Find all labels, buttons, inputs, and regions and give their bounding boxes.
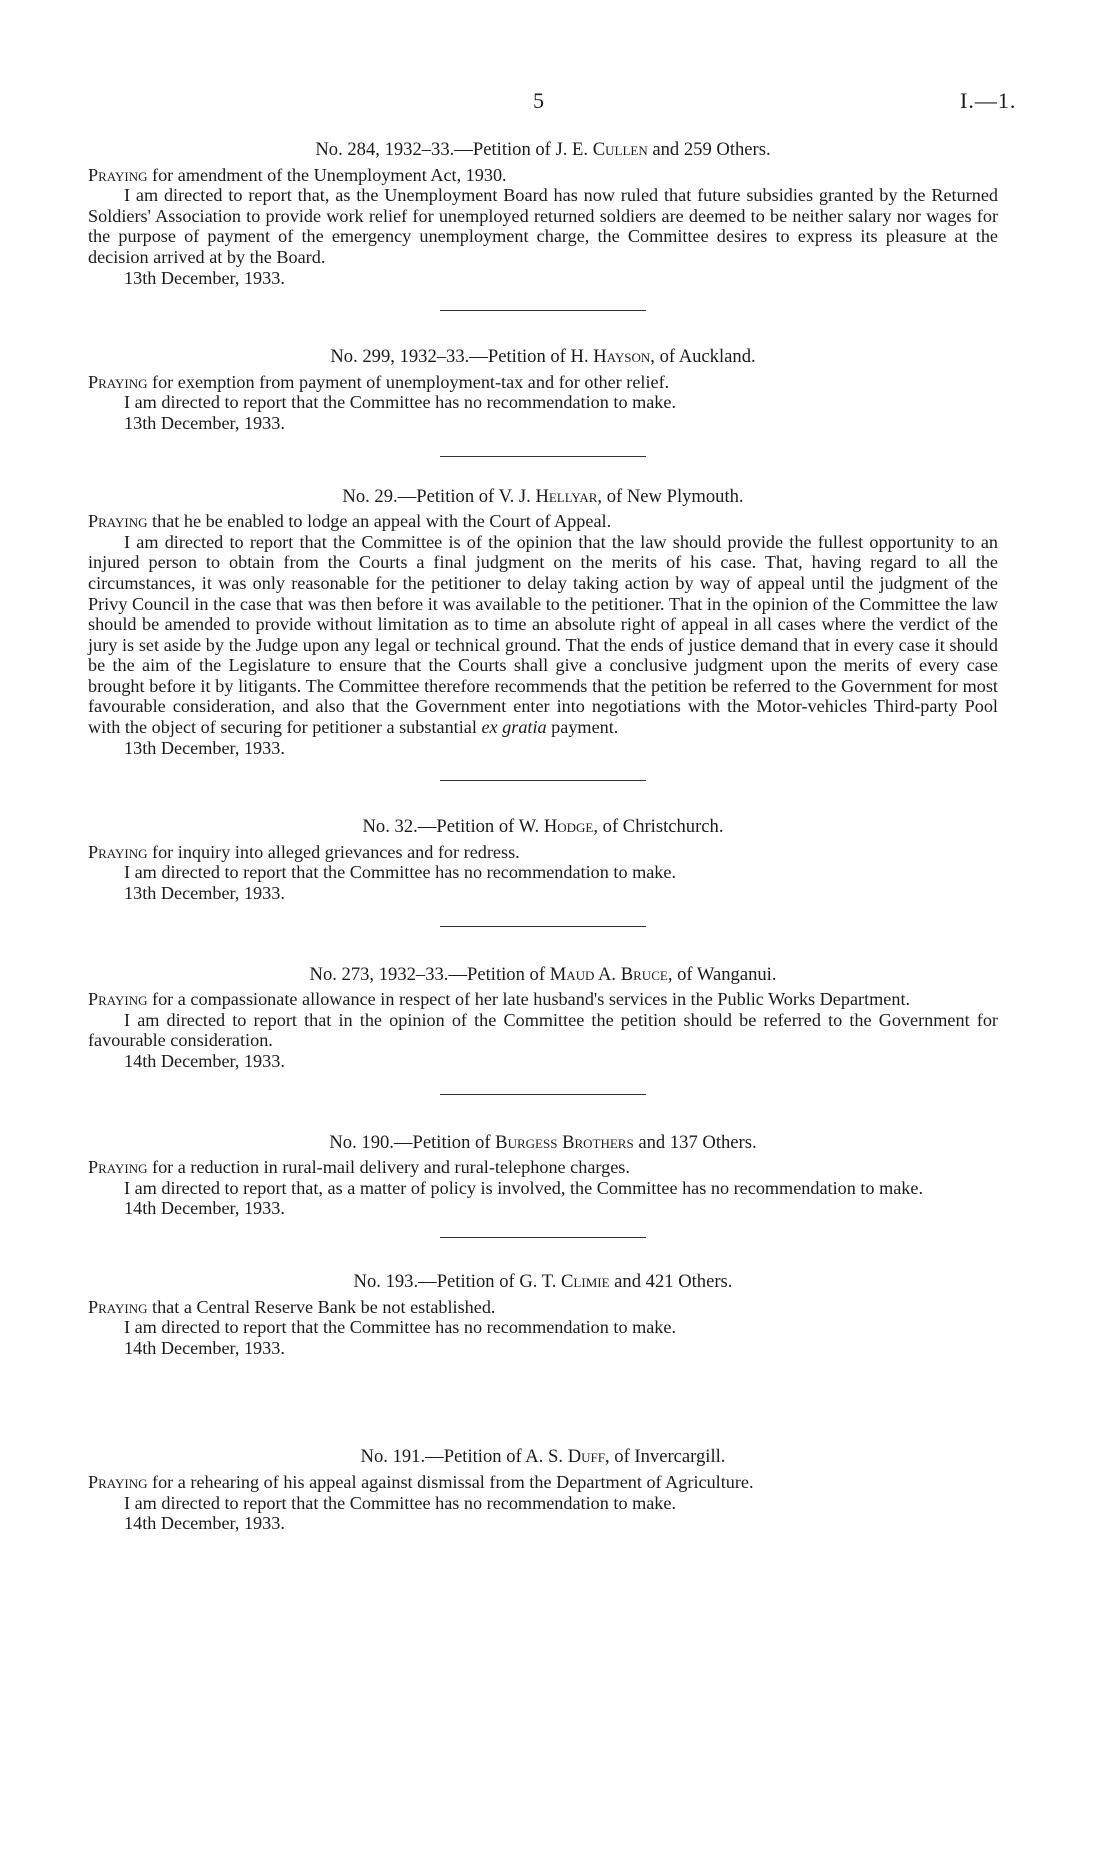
petition-299 bbox=[88, 347, 998, 433]
heading-prefix: No. 29.—Petition of V. J. bbox=[342, 485, 536, 507]
report-date: 14th December, 1933. bbox=[124, 1337, 285, 1358]
heading-suffix: , of Wanganui. bbox=[667, 963, 777, 985]
heading-prefix: No. 193.—Petition of G. T. bbox=[353, 1270, 562, 1292]
report-text-italic: ex gratia bbox=[481, 717, 547, 738]
report-text: I am directed to report that the Committee has no recommendation to make. bbox=[124, 1492, 677, 1513]
report-text-main: I am directed to report that the Committee is of the opinion that the law should provide the fullest opportunity to an injured person to obtain from the Courts a final judgment on the merits of his case. That, having regard to all the circumstances, it was only reasonable for the petitioner to delay taking action by way of appeal until the judgment of the Privy Council in the case that was then before it was available to the petitioner. That in the opinion of the Committee the law should be amended to provide without limitation as to time an absolute right of appeal in all cases where the verdict of the jury is set aside by the Judge upon any legal or technical ground. That the ends of justice demand that in every case it should be the aim of the Legislature to ensure that the Courts shall give a conclusive judgment upon the merits of every case brought before it by litigants. The Committee therefore recommends that the petition be referred to the Government for most favourable consideration, and also that the Government enter into negotiations with the Motor-vehicles Third-party Pool with the object of securing for petitioner a substantial bbox=[88, 531, 998, 738]
section-divider bbox=[440, 456, 646, 457]
heading-prefix: No. 191.—Petition of A. S. bbox=[360, 1446, 568, 1468]
report-date: 13th December, 1933. bbox=[124, 267, 285, 288]
petitioner-name: Climie bbox=[561, 1270, 610, 1292]
section-divider bbox=[440, 1094, 646, 1095]
report-text: I am directed to report that in the opinion of the Committee the petition should be referred to the Government for favourable consideration. bbox=[88, 1009, 998, 1051]
heading-suffix: and 259 Others. bbox=[647, 139, 771, 160]
praying-word: Praying bbox=[88, 1471, 148, 1492]
report-text: I am directed to report that the Committee has no recommendation to make. bbox=[124, 392, 677, 413]
heading-prefix: No. 190.—Petition of bbox=[329, 1131, 496, 1153]
petition-193 bbox=[88, 1272, 998, 1358]
heading-prefix: No. 273, 1932–33.—Petition of bbox=[309, 963, 550, 985]
section-divider bbox=[440, 310, 646, 311]
section-divider bbox=[440, 1394, 646, 1395]
praying-line bbox=[88, 989, 998, 1010]
petition-heading bbox=[88, 140, 998, 161]
report-text-end: payment. bbox=[546, 717, 619, 738]
praying-word: Praying bbox=[88, 841, 148, 862]
petition-284 bbox=[88, 140, 998, 288]
praying-word: Praying bbox=[88, 1296, 148, 1317]
praying-word: Praying bbox=[88, 989, 148, 1010]
praying-word: Praying bbox=[88, 164, 148, 185]
praying-text: for inquiry into alleged grievances and for redress. bbox=[147, 841, 520, 862]
petitioner-name: Hellyar bbox=[535, 485, 598, 507]
section-divider bbox=[440, 780, 646, 781]
praying-line bbox=[88, 1297, 998, 1318]
page-number: 5 bbox=[533, 88, 544, 113]
praying-text: that he be enabled to lodge an appeal with the Court of Appeal. bbox=[147, 511, 612, 532]
heading-prefix: No. 32.—Petition of W. bbox=[362, 816, 544, 838]
report-date: 14th December, 1933. bbox=[124, 1051, 285, 1071]
petition-heading bbox=[88, 817, 998, 838]
petition-heading bbox=[88, 487, 998, 508]
petitioner-name: Burgess Brothers bbox=[495, 1131, 634, 1153]
praying-line bbox=[88, 842, 998, 863]
petition-heading bbox=[88, 1272, 998, 1293]
praying-word: Praying bbox=[88, 371, 148, 392]
heading-suffix: , of Christchurch. bbox=[593, 816, 724, 838]
section-divider bbox=[440, 926, 646, 927]
heading-suffix: , of Auckland. bbox=[650, 346, 756, 368]
praying-word: Praying bbox=[88, 511, 148, 532]
praying-text: for a compassionate allowance in respect of her late husband's services in the Public Works Department. bbox=[147, 989, 911, 1010]
petition-191 bbox=[88, 1447, 998, 1533]
praying-word: Praying bbox=[88, 1157, 148, 1178]
petitioner-name: Hayson bbox=[593, 346, 651, 368]
report-text: I am directed to report that the Committee has no recommendation to make. bbox=[124, 862, 677, 883]
petition-32 bbox=[88, 817, 998, 903]
petitioner-name: Duff bbox=[567, 1446, 605, 1468]
report-text: I am directed to report that the Committee has no recommendation to make. bbox=[124, 1317, 677, 1338]
heading-prefix: No. 299, 1932–33.—Petition of H. bbox=[330, 346, 594, 368]
praying-text: for a reduction in rural-mail delivery and rural-telephone charges. bbox=[147, 1157, 630, 1178]
document-body bbox=[88, 140, 998, 1534]
praying-text: for amendment of the Unemployment Act, 1930. bbox=[147, 164, 507, 185]
praying-text: for exemption from payment of unemployment-tax and for other relief. bbox=[147, 371, 670, 392]
petition-29 bbox=[88, 487, 998, 759]
heading-suffix: and 137 Others. bbox=[633, 1131, 757, 1153]
report-text: I am directed to report that, as a matter of policy is involved, the Committee has no recommendation to make. bbox=[124, 1177, 924, 1198]
petitioner-name: Cullen bbox=[592, 139, 648, 160]
report-text: I am directed to report that, as the Unemployment Board has now ruled that future subsidies granted by the Returned Soldiers' Association to provide work relief for unemployed returned soldiers are deemed to be neither salary nor wages for the purpose of payment of the emergency unemployment charge, the Committee desires to express its pleasure at the decision arrived at by the Board. bbox=[88, 185, 998, 267]
report-date: 13th December, 1933. bbox=[124, 883, 285, 904]
praying-text: for a rehearing of his appeal against dismissal from the Department of Agriculture. bbox=[147, 1471, 754, 1492]
petitioner-name: Hodge bbox=[543, 816, 594, 838]
praying-line bbox=[88, 1157, 998, 1178]
section-divider bbox=[440, 1237, 646, 1238]
heading-suffix: and 421 Others. bbox=[609, 1270, 733, 1292]
report-date: 14th December, 1933. bbox=[124, 1198, 285, 1219]
praying-line bbox=[88, 511, 998, 532]
report-date: 14th December, 1933. bbox=[124, 1513, 285, 1534]
petition-273 bbox=[88, 965, 998, 1072]
praying-line bbox=[88, 165, 998, 186]
document-reference: I.—1. bbox=[960, 88, 1017, 113]
praying-line bbox=[88, 1472, 998, 1493]
heading-suffix: , of Invercargill. bbox=[604, 1446, 726, 1468]
petitioner-name: Maud A. Bruce bbox=[549, 963, 668, 985]
report-date: 13th December, 1933. bbox=[124, 412, 285, 433]
praying-line bbox=[88, 372, 998, 393]
petition-heading bbox=[88, 347, 998, 368]
report-text bbox=[88, 532, 998, 738]
heading-suffix: , of New Plymouth. bbox=[597, 485, 744, 507]
petition-heading bbox=[88, 1447, 998, 1468]
petition-heading bbox=[88, 965, 998, 986]
petition-190 bbox=[88, 1133, 998, 1219]
petition-heading bbox=[88, 1133, 998, 1154]
praying-text: that a Central Reserve Bank be not established. bbox=[147, 1296, 496, 1317]
report-date: 13th December, 1933. bbox=[124, 737, 285, 758]
heading-prefix: No. 284, 1932–33.—Petition of J. E. bbox=[315, 139, 593, 160]
